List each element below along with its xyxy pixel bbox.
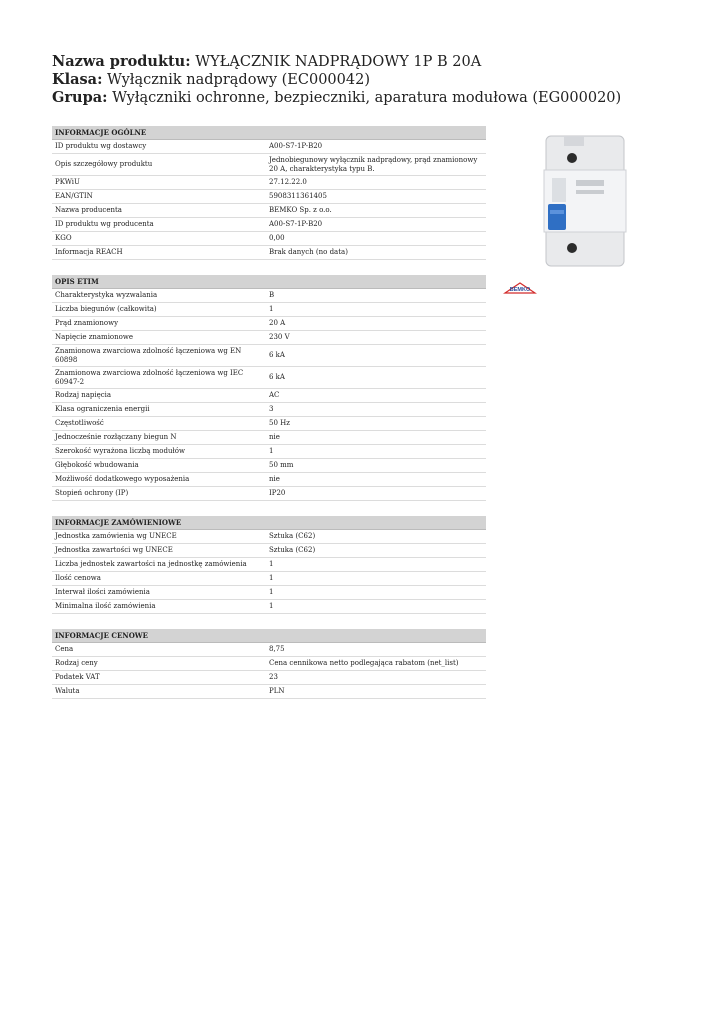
table-row (52, 140, 486, 154)
row-label: Napięcie znamionowe (55, 333, 134, 342)
row-value: BEMKO Sp. z o.o. (269, 206, 332, 215)
row-value: 50 Hz (269, 419, 290, 428)
row-label: Liczba biegunów (całkowita) (55, 305, 157, 314)
class-label: Klasa: (52, 71, 103, 88)
row-value: 20 A (269, 319, 286, 328)
row-value: PLN (269, 687, 285, 696)
section-title: INFORMACJE ZAMÓWIENIOWE (52, 516, 486, 530)
row-label: Stopień ochrony (IP) (55, 489, 129, 498)
circuit-breaker-image (532, 130, 637, 270)
section-3 (52, 629, 486, 699)
table-row (52, 657, 486, 671)
row-label: KGO (55, 234, 72, 243)
table-row (52, 303, 486, 317)
row-value: Cena cennikowa netto podlegająca rabatom (net_list) (269, 659, 459, 668)
row-label: Informacja REACH (55, 248, 123, 257)
row-value: 8,75 (269, 645, 285, 654)
row-value: 1 (269, 560, 274, 569)
row-label: Klasa ograniczenia energii (55, 405, 150, 414)
section-title: OPIS ETIM (52, 275, 486, 289)
row-label: Jednocześnie rozłączany biegun N (55, 433, 177, 442)
document-header (52, 53, 621, 107)
table-row (52, 331, 486, 345)
group-value: Wyłączniki ochronne, bezpieczniki, aparatura modułowa (EG000020) (112, 90, 622, 106)
table-row (52, 232, 486, 246)
table-row (52, 530, 486, 544)
table-row (52, 487, 486, 501)
row-label: Możliwość dodatkowego wyposażenia (55, 475, 190, 484)
row-value: IP20 (269, 489, 286, 498)
row-label: Waluta (55, 687, 80, 696)
row-label: Minimalna ilość zamówienia (55, 602, 156, 611)
row-label: PKWiU (55, 178, 80, 187)
table-row (52, 431, 486, 445)
row-label: Szerokość wyrażona liczbą modułów (55, 447, 185, 456)
group-label: Grupa: (52, 89, 108, 106)
table-row (52, 367, 486, 389)
row-label: Głębokość wbudowania (55, 461, 139, 470)
row-value: Sztuka (C62) (269, 532, 316, 541)
row-label: Prąd znamionowy (55, 319, 119, 328)
row-value: 1 (269, 574, 274, 583)
row-label: Rodzaj ceny (55, 659, 98, 668)
row-value: 1 (269, 588, 274, 597)
section-2 (52, 516, 486, 614)
section-0 (52, 126, 486, 260)
product-name-value: WYŁĄCZNIK NADPRĄDOWY 1P B 20A (195, 54, 482, 70)
row-label: Cena (55, 645, 74, 654)
row-value: 230 V (269, 333, 290, 342)
row-value: B (269, 291, 275, 300)
table-row (52, 345, 486, 367)
row-label: ID produktu wg producenta (55, 220, 154, 229)
table-row (52, 190, 486, 204)
table-row (52, 417, 486, 431)
class-line (52, 71, 621, 89)
row-value: 50 mm (269, 461, 294, 470)
row-value: 1 (269, 602, 274, 611)
table-row (52, 204, 486, 218)
group-line (52, 89, 621, 107)
row-label: Nazwa producenta (55, 206, 122, 215)
row-label: Znamionowa zwarciowa zdolność łączeniowa wg IEC 60947-2 (55, 369, 244, 386)
table-row (52, 389, 486, 403)
row-value: AC (269, 391, 280, 400)
row-value: 23 (269, 673, 278, 682)
table-row (52, 544, 486, 558)
row-value: Sztuka (C62) (269, 546, 316, 555)
row-value: 6 kA (269, 351, 285, 360)
table-row (52, 289, 486, 303)
table-row (52, 473, 486, 487)
row-value: 27.12.22.0 (269, 178, 307, 187)
table-row (52, 246, 486, 260)
table-row (52, 572, 486, 586)
row-value: 3 (269, 405, 274, 414)
table-row (52, 600, 486, 614)
bemko-logo (503, 282, 537, 294)
row-label: Jednostka zamówienia wg UNECE (55, 532, 177, 541)
row-label: Opis szczegółowy produktu (55, 160, 153, 169)
row-value: A00-S7-1P-B20 (269, 220, 323, 229)
bemko-logo-text: BEMKO (509, 287, 531, 293)
spec-tables (52, 126, 486, 714)
table-row (52, 403, 486, 417)
row-value: 0,00 (269, 234, 285, 243)
row-label: EAN/GTIN (55, 192, 93, 201)
product-name-label: Nazwa produktu: (52, 53, 191, 70)
row-label: Interwał ilości zamówienia (55, 588, 150, 597)
product-name-line (52, 53, 621, 71)
table-row (52, 176, 486, 190)
table-row (52, 685, 486, 699)
table-row (52, 671, 486, 685)
row-value: A00-S7-1P-B20 (269, 142, 323, 151)
table-row (52, 586, 486, 600)
row-value: 5908311361405 (269, 192, 327, 201)
row-value: 1 (269, 305, 274, 314)
section-title: INFORMACJE OGÓLNE (52, 126, 486, 140)
table-row (52, 558, 486, 572)
row-label: Częstotliwość (55, 419, 104, 428)
row-label: ID produktu wg dostawcy (55, 142, 147, 151)
class-value: Wyłącznik nadprądowy (EC000042) (107, 72, 370, 88)
row-label: Jednostka zawartości wg UNECE (55, 546, 173, 555)
table-row (52, 154, 486, 176)
row-value: nie (269, 475, 280, 484)
row-label: Znamionowa zwarciowa zdolność łączeniowa wg EN 60898 (55, 347, 242, 364)
table-row (52, 218, 486, 232)
row-label: Ilość cenowa (55, 574, 101, 583)
row-label: Podatek VAT (55, 673, 100, 682)
table-row (52, 459, 486, 473)
row-value: 1 (269, 447, 274, 456)
row-value: Brak danych (no data) (269, 248, 348, 257)
table-row (52, 643, 486, 657)
table-row (52, 445, 486, 459)
section-1 (52, 275, 486, 501)
row-label: Liczba jednostek zawartości na jednostkę zamówienia (55, 560, 247, 569)
row-label: Charakterystyka wyzwalania (55, 291, 158, 300)
section-title: INFORMACJE CENOWE (52, 629, 486, 643)
row-value: nie (269, 433, 280, 442)
row-value: Jednobiegunowy wyłącznik nadprądowy, prąd znamionowy 20 A, charakterystyka typu B. (269, 156, 478, 173)
row-value: 6 kA (269, 373, 285, 382)
table-row (52, 317, 486, 331)
row-label: Rodzaj napięcia (55, 391, 112, 400)
